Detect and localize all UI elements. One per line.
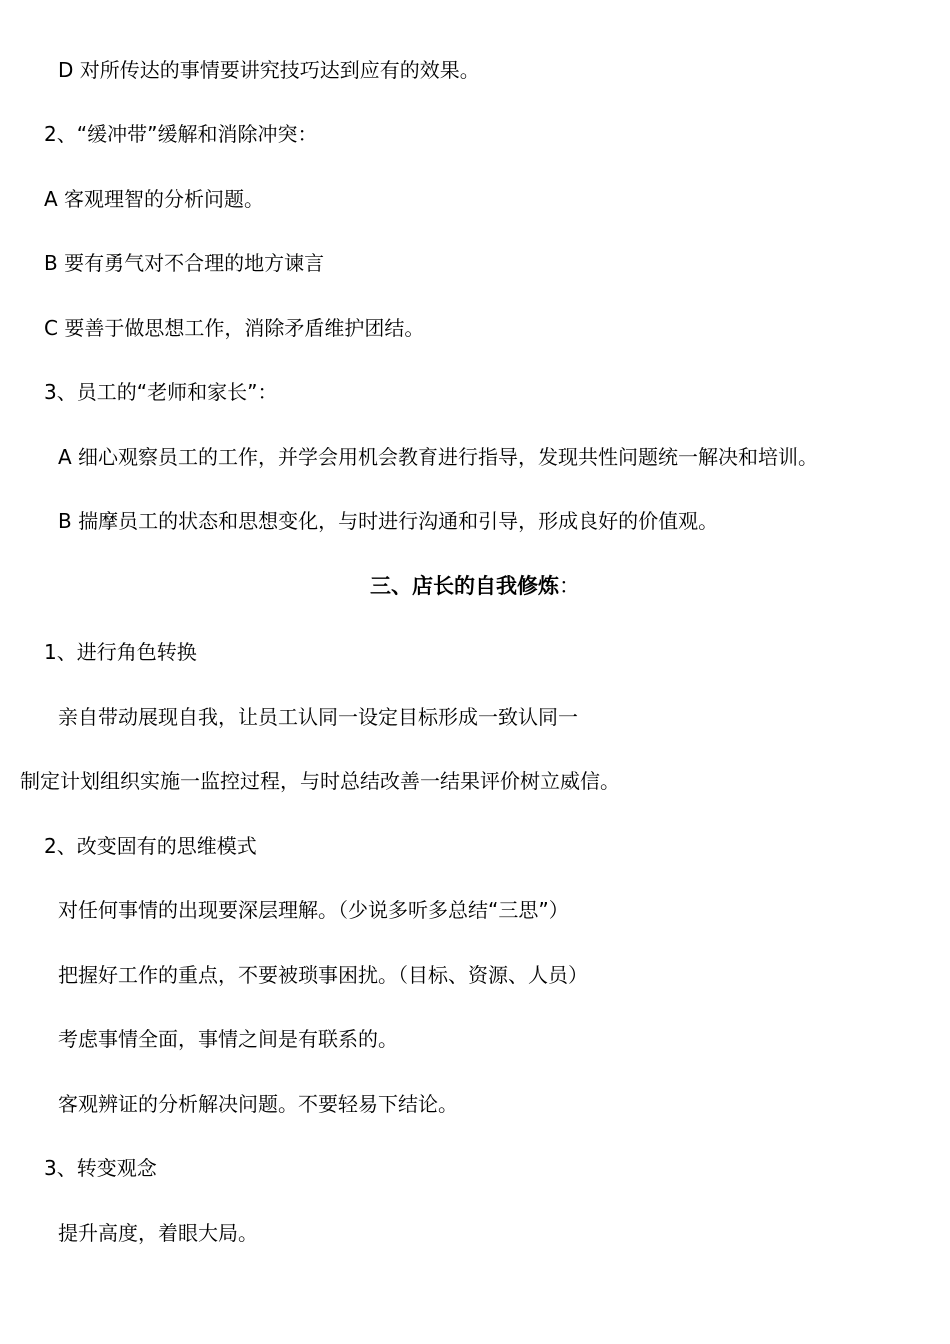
subsection-title: 3、转变观念 xyxy=(44,1156,157,1180)
text-line: B 揣摩员工的状态和思想变化，与时进行沟通和引导，形成良好的价值观。 xyxy=(58,509,719,533)
subsection-title: 1、进行角色转换 xyxy=(44,640,197,664)
text-line: D 对所传达的事情要讲究技巧达到应有的效果。 xyxy=(58,58,480,82)
subsection-title: 2、“缓冲带”缓解和消除冲突： xyxy=(44,122,318,146)
text-line: 提升高度，着眼大局。 xyxy=(58,1221,258,1245)
text-line: A 细心观察员工的工作，并学会用机会教育进行指导，发现共性问题统一解决和培训。 xyxy=(58,445,819,469)
text-line: 把握好工作的重点，不要被琐事困扰。（目标、资源、人员） xyxy=(58,963,588,987)
text-line: 客观辨证的分析解决问题。不要轻易下结论。 xyxy=(58,1092,458,1116)
text-line: C 要善于做思想工作，消除矛盾维护团结。 xyxy=(44,316,425,340)
text-line: 考虑事情全面，事情之间是有联系的。 xyxy=(58,1027,398,1051)
text-line: 对任何事情的出现要深层理解。（少说多听多总结“三思”） xyxy=(58,898,569,922)
section-heading-text: 三、店长的自我修炼 xyxy=(370,574,559,598)
text-line: 制定计划组织实施一监控过程，与时总结改善一结果评价树立威信。 xyxy=(20,769,620,793)
section-heading-colon: ： xyxy=(559,574,580,598)
text-line: B 要有勇气对不合理的地方谏言 xyxy=(44,251,325,275)
section-heading xyxy=(0,572,950,600)
subsection-title: 2、改变固有的思维模式 xyxy=(44,834,257,858)
subsection-title: 3、员工的“老师和家长”： xyxy=(44,380,278,404)
text-line: A 客观理智的分析问题。 xyxy=(44,187,265,211)
text-line: 亲自带动展现自我，让员工认同一设定目标形成一致认同一 xyxy=(58,705,578,729)
